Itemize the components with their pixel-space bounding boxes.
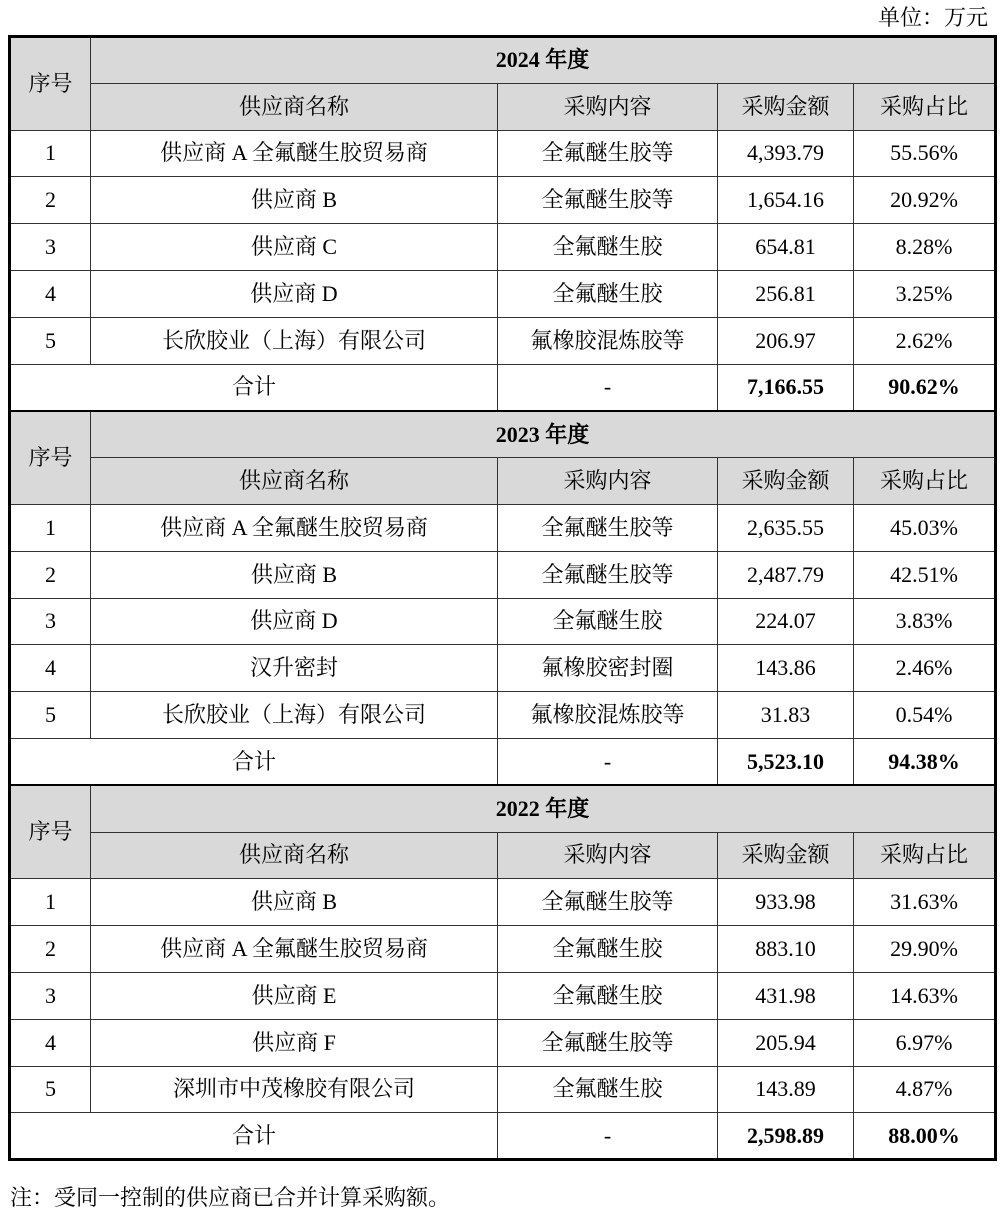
supplier-header: 供应商名称 (91, 83, 498, 130)
table-row (10, 1019, 996, 1066)
section-year-row (10, 37, 996, 84)
total-content: - (498, 738, 718, 785)
table-row (10, 879, 996, 926)
seq-cell: 5 (10, 1066, 91, 1113)
amount-header: 采购金额 (718, 458, 854, 505)
supplier-cell: 供应商 B (91, 551, 498, 598)
seq-cell: 4 (10, 645, 91, 692)
year-header: 2022 年度 (91, 785, 996, 832)
table-row (10, 598, 996, 645)
table-row (10, 317, 996, 364)
amount-cell: 431.98 (718, 972, 854, 1019)
amount-cell: 933.98 (718, 879, 854, 926)
section-year-row (10, 411, 996, 458)
supplier-cell: 供应商 D (91, 270, 498, 317)
content-cell: 氟橡胶混炼胶等 (498, 692, 718, 739)
share-cell: 45.03% (854, 504, 996, 551)
share-cell: 6.97% (854, 1019, 996, 1066)
content-cell: 全氟醚生胶等 (498, 177, 718, 224)
amount-cell: 143.89 (718, 1066, 854, 1113)
supplier-purchase-table (8, 35, 997, 1161)
total-share: 94.38% (854, 738, 996, 785)
column-header-row (10, 832, 996, 879)
section-year-row (10, 785, 996, 832)
share-cell: 8.28% (854, 224, 996, 271)
supplier-cell: 供应商 B (91, 177, 498, 224)
share-cell: 42.51% (854, 551, 996, 598)
amount-cell: 224.07 (718, 598, 854, 645)
total-row (10, 364, 996, 411)
content-cell: 全氟醚生胶 (498, 270, 718, 317)
seq-header: 序号 (10, 785, 91, 879)
unit-label: 单位：万元 (877, 5, 988, 30)
supplier-cell: 供应商 A 全氟醚生胶贸易商 (91, 504, 498, 551)
year-header: 2024 年度 (91, 37, 996, 84)
amount-cell: 143.86 (718, 645, 854, 692)
content-cell: 全氟醚生胶等 (498, 504, 718, 551)
content-cell: 全氟醚生胶等 (498, 130, 718, 177)
total-share: 88.00% (854, 1113, 996, 1160)
seq-header: 序号 (10, 37, 91, 131)
total-row (10, 1113, 996, 1160)
share-cell: 2.46% (854, 645, 996, 692)
table-row (10, 972, 996, 1019)
total-share: 90.62% (854, 364, 996, 411)
total-label: 合计 (10, 364, 498, 411)
amount-cell: 4,393.79 (718, 130, 854, 177)
amount-cell: 2,487.79 (718, 551, 854, 598)
share-cell: 3.83% (854, 598, 996, 645)
share-cell: 4.87% (854, 1066, 996, 1113)
share-cell: 2.62% (854, 317, 996, 364)
amount-cell: 1,654.16 (718, 177, 854, 224)
column-header-row (10, 83, 996, 130)
supplier-cell: 供应商 A 全氟醚生胶贸易商 (91, 130, 498, 177)
table-row (10, 130, 996, 177)
table-row (10, 270, 996, 317)
supplier-cell: 深圳市中茂橡胶有限公司 (91, 1066, 498, 1113)
seq-cell: 2 (10, 926, 91, 973)
share-cell: 31.63% (854, 879, 996, 926)
table-row (10, 504, 996, 551)
share-header: 采购占比 (854, 832, 996, 879)
amount-cell: 883.10 (718, 926, 854, 973)
content-cell: 全氟醚生胶 (498, 972, 718, 1019)
supplier-cell: 供应商 C (91, 224, 498, 271)
total-content: - (498, 364, 718, 411)
content-cell: 全氟醚生胶 (498, 926, 718, 973)
seq-cell: 4 (10, 270, 91, 317)
share-cell: 14.63% (854, 972, 996, 1019)
total-row (10, 738, 996, 785)
amount-header: 采购金额 (718, 832, 854, 879)
content-header: 采购内容 (498, 83, 718, 130)
total-amount: 7,166.55 (718, 364, 854, 411)
seq-cell: 3 (10, 224, 91, 271)
supplier-cell: 供应商 E (91, 972, 498, 1019)
supplier-cell: 供应商 A 全氟醚生胶贸易商 (91, 926, 498, 973)
total-content: - (498, 1113, 718, 1160)
share-header: 采购占比 (854, 458, 996, 505)
seq-cell: 2 (10, 177, 91, 224)
share-header: 采购占比 (854, 83, 996, 130)
content-cell: 全氟醚生胶 (498, 224, 718, 271)
table-row (10, 1066, 996, 1113)
table-row (10, 551, 996, 598)
footnote: 注：受同一控制的供应商已合并计算采购额。 (10, 1185, 451, 1210)
total-amount: 2,598.89 (718, 1113, 854, 1160)
seq-cell: 5 (10, 317, 91, 364)
supplier-cell: 供应商 F (91, 1019, 498, 1066)
content-cell: 全氟醚生胶等 (498, 551, 718, 598)
table-row (10, 177, 996, 224)
column-header-row (10, 458, 996, 505)
amount-cell: 205.94 (718, 1019, 854, 1066)
content-cell: 全氟醚生胶 (498, 1066, 718, 1113)
amount-cell: 256.81 (718, 270, 854, 317)
share-cell: 0.54% (854, 692, 996, 739)
share-cell: 20.92% (854, 177, 996, 224)
seq-cell: 3 (10, 598, 91, 645)
amount-cell: 206.97 (718, 317, 854, 364)
year-header: 2023 年度 (91, 411, 996, 458)
content-header: 采购内容 (498, 458, 718, 505)
content-header: 采购内容 (498, 832, 718, 879)
amount-cell: 654.81 (718, 224, 854, 271)
supplier-header: 供应商名称 (91, 832, 498, 879)
amount-cell: 31.83 (718, 692, 854, 739)
content-cell: 全氟醚生胶等 (498, 1019, 718, 1066)
table-row (10, 692, 996, 739)
table-row (10, 926, 996, 973)
share-cell: 55.56% (854, 130, 996, 177)
seq-cell: 1 (10, 504, 91, 551)
amount-cell: 2,635.55 (718, 504, 854, 551)
supplier-cell: 供应商 D (91, 598, 498, 645)
amount-header: 采购金额 (718, 83, 854, 130)
seq-cell: 2 (10, 551, 91, 598)
table-row (10, 224, 996, 271)
share-cell: 29.90% (854, 926, 996, 973)
seq-header: 序号 (10, 411, 91, 505)
supplier-cell: 汉升密封 (91, 645, 498, 692)
content-cell: 氟橡胶混炼胶等 (498, 317, 718, 364)
seq-cell: 5 (10, 692, 91, 739)
seq-cell: 4 (10, 1019, 91, 1066)
seq-cell: 1 (10, 879, 91, 926)
supplier-header: 供应商名称 (91, 458, 498, 505)
seq-cell: 3 (10, 972, 91, 1019)
content-cell: 氟橡胶密封圈 (498, 645, 718, 692)
content-cell: 全氟醚生胶 (498, 598, 718, 645)
total-amount: 5,523.10 (718, 738, 854, 785)
supplier-cell: 供应商 B (91, 879, 498, 926)
seq-cell: 1 (10, 130, 91, 177)
total-label: 合计 (10, 738, 498, 785)
supplier-cell: 长欣胶业（上海）有限公司 (91, 692, 498, 739)
table-row (10, 645, 996, 692)
supplier-cell: 长欣胶业（上海）有限公司 (91, 317, 498, 364)
share-cell: 3.25% (854, 270, 996, 317)
content-cell: 全氟醚生胶等 (498, 879, 718, 926)
total-label: 合计 (10, 1113, 498, 1160)
